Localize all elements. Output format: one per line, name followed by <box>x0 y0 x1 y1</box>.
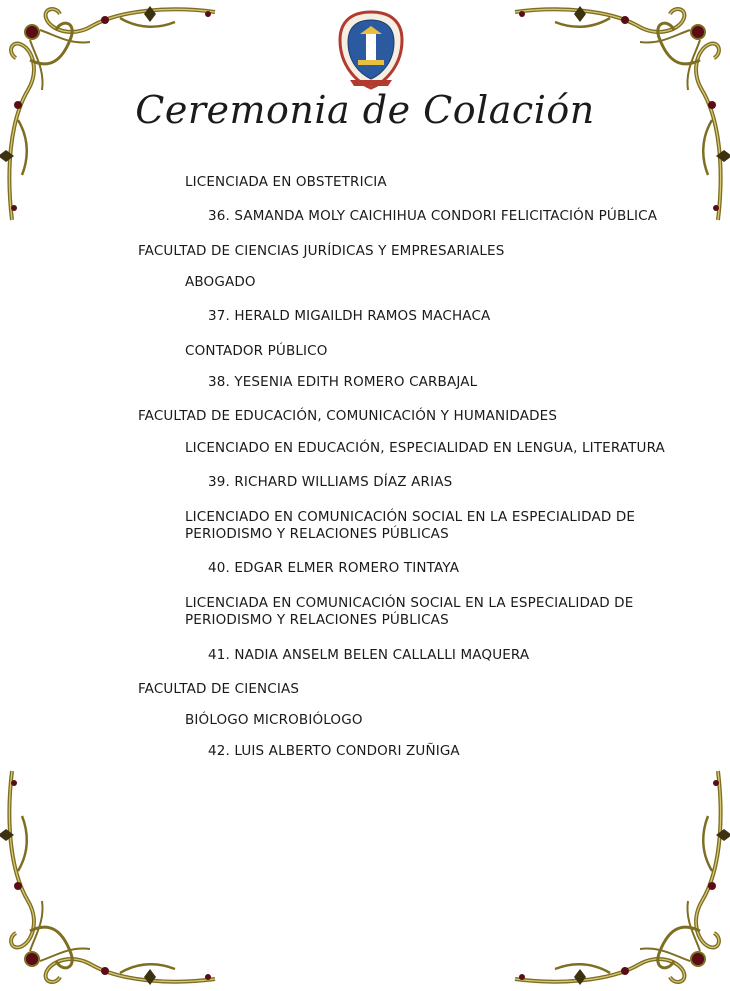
corner-ornament-bottom-right <box>510 761 730 991</box>
graduate-name: 37. HERALD MIGAILDH RAMOS MACHACA <box>208 308 491 324</box>
degree-title: LICENCIADO EN EDUCACIÓN, ESPECIALIDAD EN LENGUA, LITERATURA <box>185 440 665 456</box>
graduate-name: 40. EDGAR ELMER ROMERO TINTAYA <box>208 560 460 576</box>
corner-ornament-bottom-left <box>0 761 220 991</box>
graduate-name: 42. LUIS ALBERTO CONDORI ZUÑIGA <box>208 743 460 759</box>
degree-title: CONTADOR PÚBLICO <box>185 343 328 359</box>
graduate-name: 39. RICHARD WILLIAMS DÍAZ ARIAS <box>208 474 453 490</box>
degree-title: LICENCIADO EN COMUNICACIÓN SOCIAL EN LA ESPECIALIDAD DE <box>185 509 636 525</box>
degree-title: ABOGADO <box>185 274 256 290</box>
degree-title: LICENCIADA EN OBSTETRICIA <box>185 174 387 190</box>
faculty-heading: FACULTAD DE EDUCACIÓN, COMUNICACIÓN Y HUMANIDADES <box>138 408 558 424</box>
faculty-heading: FACULTAD DE CIENCIAS JURÍDICAS Y EMPRESARIALES <box>138 243 505 259</box>
graduate-name: 41. NADIA ANSELM BELEN CALLALLI MAQUERA <box>208 647 530 663</box>
degree-title: LICENCIADA EN COMUNICACIÓN SOCIAL EN LA ESPECIALIDAD DE <box>185 595 634 611</box>
page-title: Ceremonia de Colación <box>135 88 595 132</box>
graduate-name: 36. SAMANDA MOLY CAICHIHUA CONDORI FELICITACIÓN PÚBLICA <box>208 208 658 224</box>
degree-title-continued: PERIODISMO Y RELACIONES PÚBLICAS <box>185 612 449 628</box>
faculty-heading: FACULTAD DE CIENCIAS <box>138 681 300 697</box>
graduate-name: 38. YESENIA EDITH ROMERO CARBAJAL <box>208 374 478 390</box>
degree-title: BIÓLOGO MICROBIÓLOGO <box>185 712 363 728</box>
university-seal-logo <box>336 10 406 90</box>
degree-title-continued: PERIODISMO Y RELACIONES PÚBLICAS <box>185 526 449 542</box>
